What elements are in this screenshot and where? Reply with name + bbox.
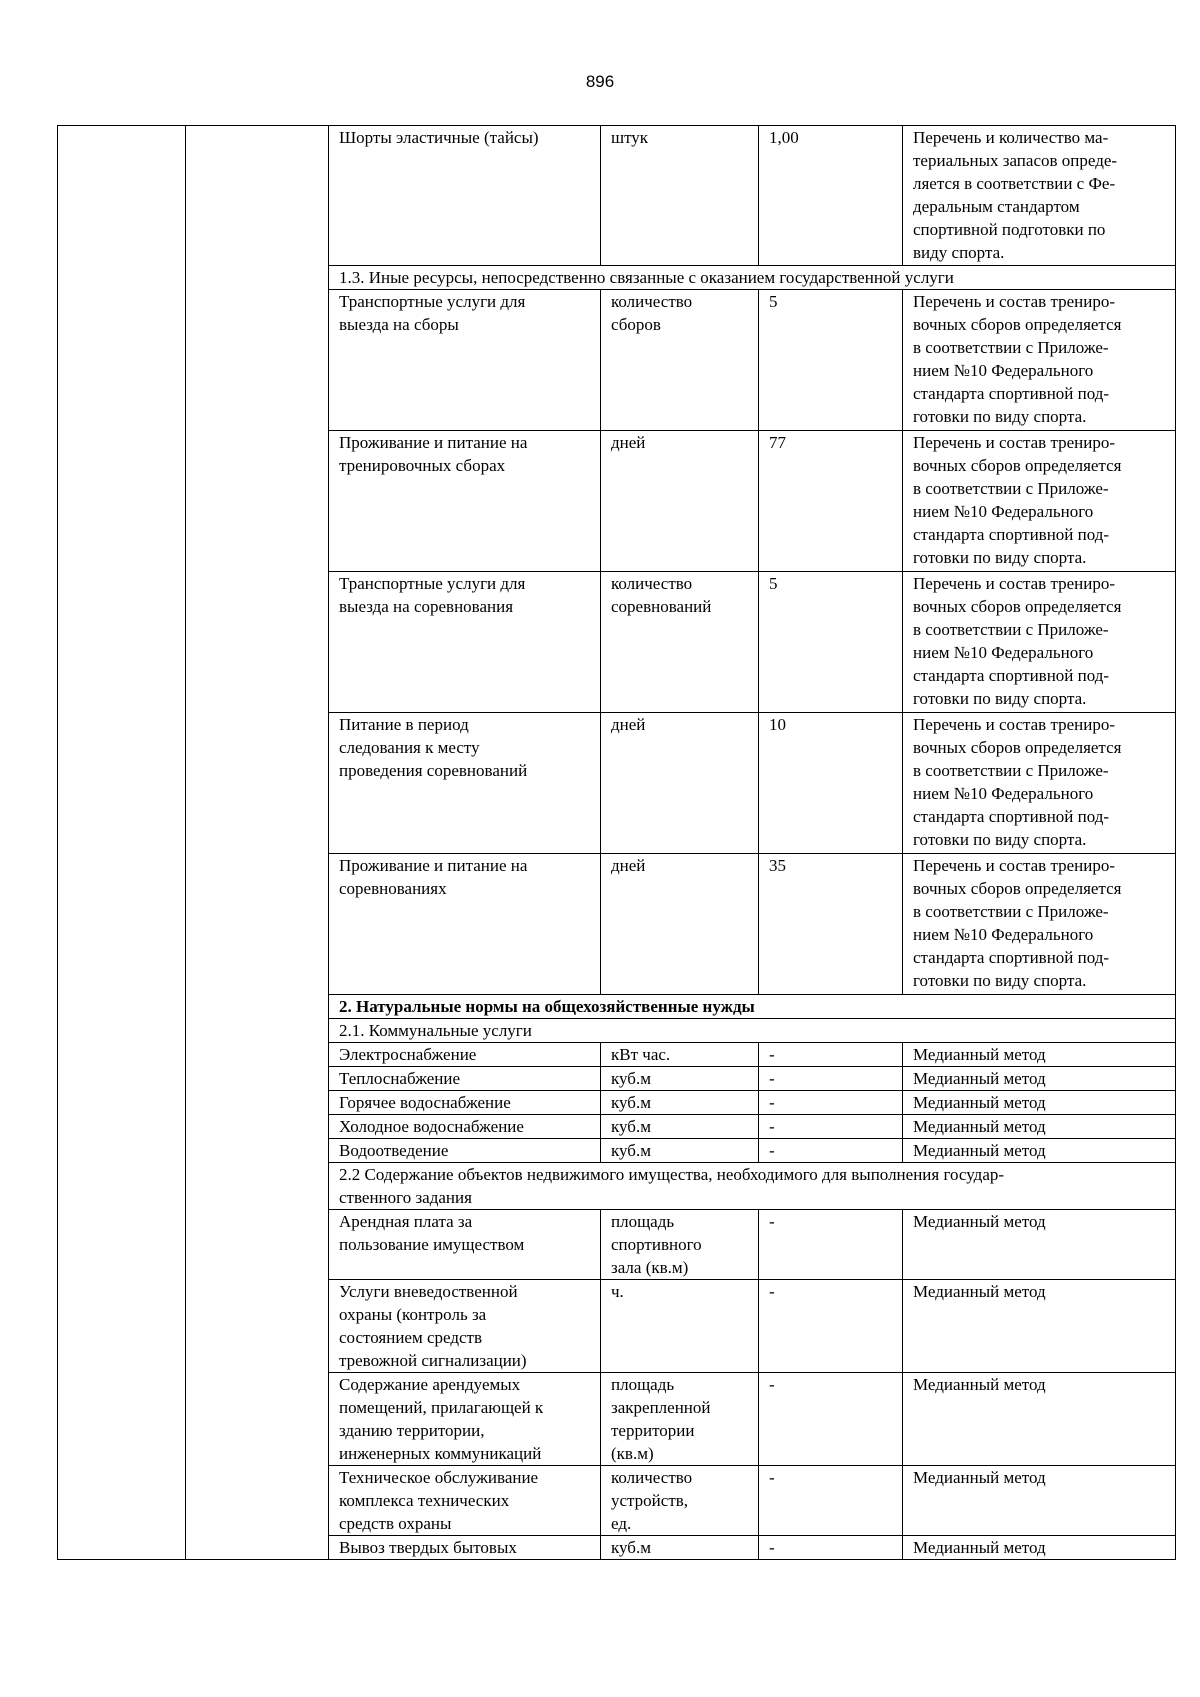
item-unit: дней xyxy=(601,713,759,854)
section-title-2: 2. Натуральные нормы на общехозяйственные нужды xyxy=(329,995,1176,1019)
page-number: 896 xyxy=(585,72,615,91)
item-value: - xyxy=(759,1466,903,1536)
item-note: Медианный метод xyxy=(903,1466,1176,1536)
empty-column-2 xyxy=(186,126,329,1560)
item-name: Горячее водоснабжение xyxy=(329,1091,601,1115)
item-unit: дней xyxy=(601,431,759,572)
item-note: Медианный метод xyxy=(903,1139,1176,1163)
item-value: 1,00 xyxy=(759,126,903,266)
item-name: Проживание и питание на тренировочных сборах xyxy=(329,431,601,572)
item-note: Медианный метод xyxy=(903,1091,1176,1115)
item-value: 35 xyxy=(759,854,903,995)
item-note: Медианный метод xyxy=(903,1043,1176,1067)
item-unit: площадь закрепленной территории (кв.м) xyxy=(601,1373,759,1466)
item-note: Перечень и состав трениро- вочных сборов определяется в соответствии с Приложе- нием №10 Федерального стандарта спортивной под- готовки по виду спорта. xyxy=(903,713,1176,854)
item-note: Медианный метод xyxy=(903,1210,1176,1280)
item-value: 10 xyxy=(759,713,903,854)
item-note: Перечень и количество ма- териальных запасов опреде- ляется в соответствии с Фе- деральным стандартом спортивной подготовки по виду спорта. xyxy=(903,126,1176,266)
item-value: - xyxy=(759,1280,903,1373)
item-note: Медианный метод xyxy=(903,1373,1176,1466)
item-name: Услуги вневедоственной охраны (контроль за состоянием средств тревожной сигнализации) xyxy=(329,1280,601,1373)
item-value: - xyxy=(759,1210,903,1280)
item-name: Арендная плата за пользование имуществом xyxy=(329,1210,601,1280)
item-name: Проживание и питание на соревнованиях xyxy=(329,854,601,995)
item-unit: дней xyxy=(601,854,759,995)
item-note: Перечень и состав трениро- вочных сборов определяется в соответствии с Приложе- нием №10 Федерального стандарта спортивной под- готовки по виду спорта. xyxy=(903,290,1176,431)
item-unit: куб.м xyxy=(601,1139,759,1163)
item-name: Шорты эластичные (тайсы) xyxy=(329,126,601,266)
item-unit: площадь спортивного зала (кв.м) xyxy=(601,1210,759,1280)
empty-column-1 xyxy=(58,126,186,1560)
item-value: - xyxy=(759,1115,903,1139)
section-title-1-3: 1.3. Иные ресурсы, непосредственно связанные с оказанием государственной услуги xyxy=(329,266,1176,290)
item-value: - xyxy=(759,1091,903,1115)
item-value: - xyxy=(759,1043,903,1067)
item-unit: куб.м xyxy=(601,1091,759,1115)
item-value: 5 xyxy=(759,290,903,431)
item-value: - xyxy=(759,1139,903,1163)
item-name: Содержание арендуемых помещений, прилагающей к зданию территории, инженерных коммуникаций xyxy=(329,1373,601,1466)
item-note: Перечень и состав трениро- вочных сборов определяется в соответствии с Приложе- нием №10 Федерального стандарта спортивной под- готовки по виду спорта. xyxy=(903,854,1176,995)
item-name: Теплоснабжение xyxy=(329,1067,601,1091)
item-name: Транспортные услуги для выезда на соревнования xyxy=(329,572,601,713)
item-value: 5 xyxy=(759,572,903,713)
item-name: Питание в период следования к месту проведения соревнований xyxy=(329,713,601,854)
item-unit: количество устройств, ед. xyxy=(601,1466,759,1536)
norms-table xyxy=(57,125,1176,1560)
item-name: Транспортные услуги для выезда на сборы xyxy=(329,290,601,431)
item-unit: количество соревнований xyxy=(601,572,759,713)
section-title-2-1: 2.1. Коммунальные услуги xyxy=(329,1019,1176,1043)
item-unit: куб.м xyxy=(601,1067,759,1091)
item-value: - xyxy=(759,1067,903,1091)
item-value: 77 xyxy=(759,431,903,572)
item-name: Электроснабжение xyxy=(329,1043,601,1067)
item-unit: кВт час. xyxy=(601,1043,759,1067)
item-name: Вывоз твердых бытовых xyxy=(329,1536,601,1560)
item-note: Медианный метод xyxy=(903,1067,1176,1091)
item-note: Медианный метод xyxy=(903,1115,1176,1139)
item-name: Водоотведение xyxy=(329,1139,601,1163)
item-note: Медианный метод xyxy=(903,1536,1176,1560)
item-value: - xyxy=(759,1536,903,1560)
item-note: Медианный метод xyxy=(903,1280,1176,1373)
item-unit: куб.м xyxy=(601,1536,759,1560)
item-value: - xyxy=(759,1373,903,1466)
item-unit: куб.м xyxy=(601,1115,759,1139)
section-title-2-2: 2.2 Содержание объектов недвижимого имущества, необходимого для выполнения государ- ственного задания xyxy=(329,1163,1176,1210)
item-note: Перечень и состав трениро- вочных сборов определяется в соответствии с Приложе- нием №10 Федерального стандарта спортивной под- готовки по виду спорта. xyxy=(903,572,1176,713)
item-name: Техническое обслуживание комплекса технических средств охраны xyxy=(329,1466,601,1536)
item-name: Холодное водоснабжение xyxy=(329,1115,601,1139)
item-unit: количество сборов xyxy=(601,290,759,431)
item-unit: штук xyxy=(601,126,759,266)
item-note: Перечень и состав трениро- вочных сборов определяется в соответствии с Приложе- нием №10 Федерального стандарта спортивной под- готовки по виду спорта. xyxy=(903,431,1176,572)
item-unit: ч. xyxy=(601,1280,759,1373)
table-row xyxy=(58,126,1176,266)
